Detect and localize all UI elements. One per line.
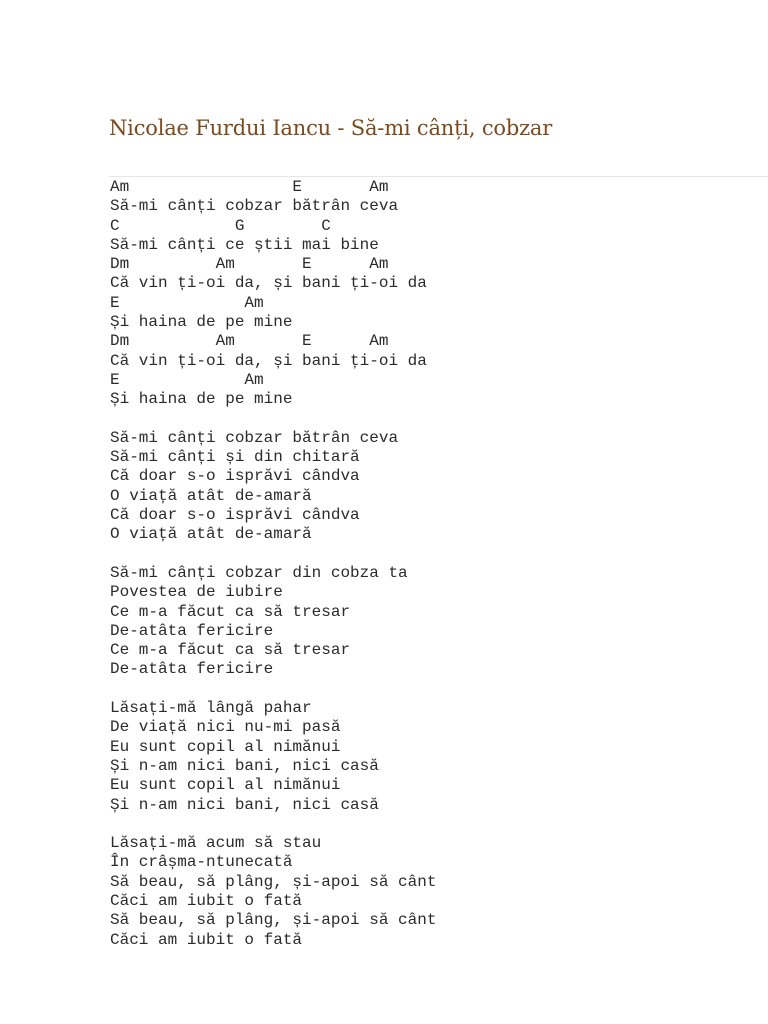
lyrics-block: [110, 178, 436, 950]
lyric-line: Și n-am nici bani, nici casă: [110, 756, 379, 775]
lyric-line: Că vin ți-oi da, și bani ți-oi da: [110, 274, 427, 293]
chord-line: Dm Am E Am: [110, 255, 389, 274]
lyric-line: Ce m-a făcut ca să tresar: [110, 602, 351, 621]
lyric-line: Să-mi cânți cobzar bătrân ceva: [110, 197, 399, 216]
lyric-line: Povestea de iubire: [110, 583, 283, 602]
blank-line: [110, 815, 436, 834]
lyric-line: Căci am iubit o fată: [110, 891, 303, 910]
lyric-line: O viață atât de-amară: [110, 486, 312, 505]
lyric-line: Lăsați-mă acum să stau: [110, 834, 322, 853]
lyric-line: Lăsați-mă lângă pahar: [110, 699, 312, 718]
lyric-line: De-atâta fericire: [110, 660, 274, 679]
lyric-line: Că doar s-o isprăvi cândva: [110, 506, 360, 525]
lyric-line: O viață atât de-amară: [110, 525, 312, 544]
lyric-line: Căci am iubit o fată: [110, 930, 303, 949]
lyric-line: Să beau, să plâng, și-apoi să cânt: [110, 872, 437, 891]
lyric-line: Să-mi cânți ce știi mai bine: [110, 235, 379, 254]
lyric-line: Și n-am nici bani, nici casă: [110, 795, 379, 814]
page-title: Nicolae Furdui Iancu - Să-mi cânți, cobzar: [109, 116, 553, 140]
title-divider: [109, 176, 768, 177]
lyric-line: Să-mi cânți cobzar bătrân ceva: [110, 428, 399, 447]
blank-line: [110, 680, 436, 699]
lyric-line: De viață nici nu-mi pasă: [110, 718, 341, 737]
chord-line: Dm Am E Am: [110, 332, 389, 351]
lyric-line: În crâșma-ntunecată: [110, 853, 293, 872]
chord-line: E Am: [110, 293, 264, 312]
lyric-line: Eu sunt copil al nimănui: [110, 737, 341, 756]
chord-line: E Am: [110, 370, 264, 389]
lyric-line: De-atâta fericire: [110, 621, 274, 640]
chord-line: Am E Am: [110, 178, 389, 196]
lyric-line: Că vin ți-oi da, și bani ți-oi da: [110, 351, 427, 370]
lyric-line: Să-mi cânți cobzar din cobza ta: [110, 563, 408, 582]
lyric-line: Să beau, să plâng, și-apoi să cânt: [110, 911, 437, 930]
blank-line: [110, 410, 436, 429]
chord-line: C G C: [110, 216, 331, 235]
lyric-line: Ce m-a făcut ca să tresar: [110, 641, 351, 660]
lyric-line: Și haina de pe mine: [110, 390, 293, 409]
lyric-line: Că doar s-o isprăvi cândva: [110, 467, 360, 486]
lyric-line: Să-mi cânți și din chitară: [110, 448, 360, 467]
blank-line: [110, 545, 436, 564]
lyric-line: Și haina de pe mine: [110, 313, 293, 332]
lyric-line: Eu sunt copil al nimănui: [110, 776, 341, 795]
